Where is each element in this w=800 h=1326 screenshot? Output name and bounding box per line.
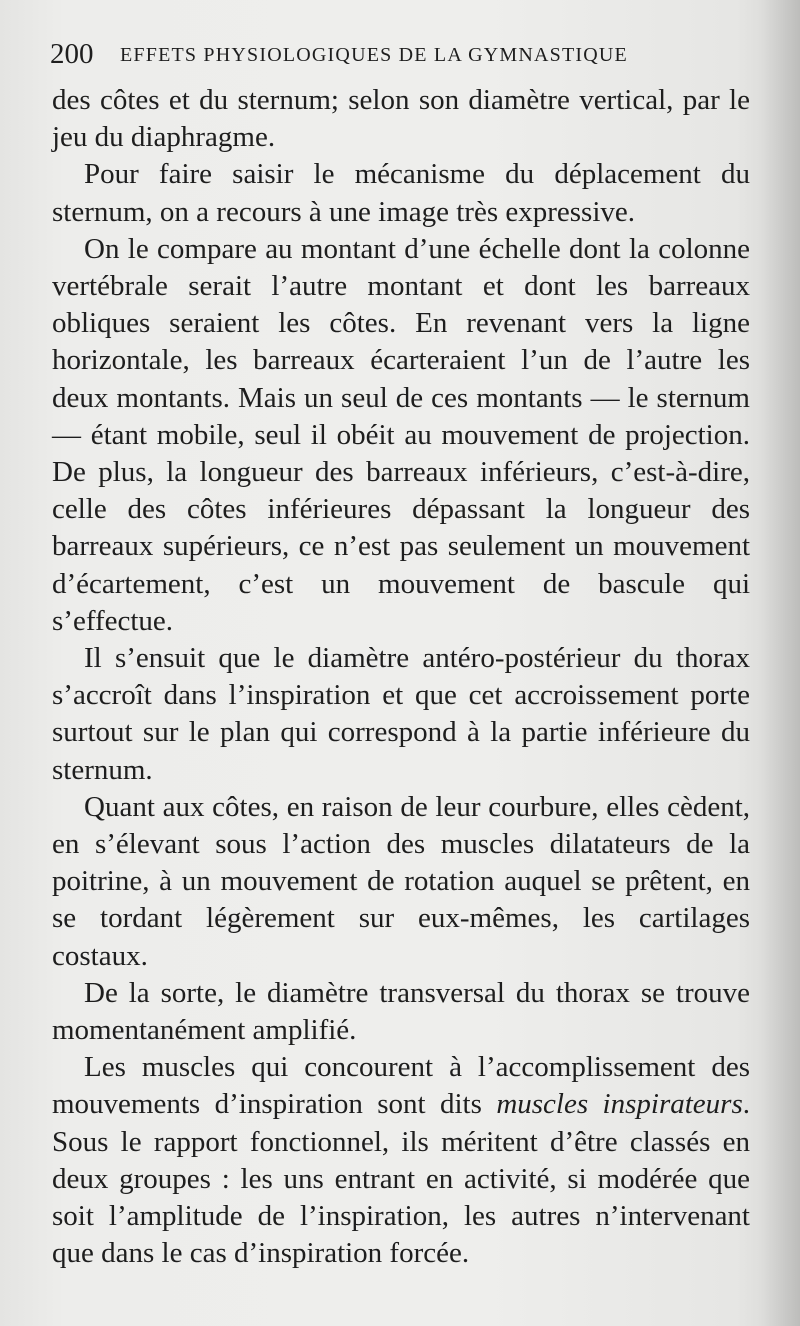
running-title: EFFETS PHYSIOLOGIQUES DE LA GYMNASTIQUE bbox=[120, 44, 628, 66]
paragraph: De la sorte, le diamètre transversal du thorax se trouve momentanément amplifié. bbox=[52, 976, 750, 1047]
paragraph: Pour faire saisir le mécanisme du déplacement du sternum, on a recours à une image très expressive. bbox=[52, 158, 750, 228]
paragraph: On le compare au montant d’une échelle dont la colonne vertébrale serait l’autre montant et dont les barreaux obliques seraient les côtes. En revenant vers la ligne horizontale, les barreaux écarteraient l’un de l’autre les deux montants. Mais un seul de ces montants — le sternum — étant mobile, seul il obéit au mouvement de projection. De plus, la longueur des barreaux inférieurs, c’est-à-dire, celle des côtes inférieures dépassant la longueur des barreaux supérieurs, ce n’est pas seulement un mouvement d’écartement, c’est un mouvement de bascule qui s’effectue. bbox=[52, 232, 750, 637]
paragraph: Il s’ensuit que le diamètre antéro-postérieur du thorax s’accroît dans l’inspiration et que cet accroissement porte surtout sur le plan qui correspond à la partie inférieure du sternum. bbox=[52, 642, 750, 786]
italic-term: muscles inspirateurs bbox=[496, 1088, 743, 1121]
paragraph: Quant aux côtes, en raison de leur courbure, elles cèdent, en s’élevant sous l’action des muscles dilatateurs de la poitrine, à un mouvement de rotation auquel se prêtent, en se tordant légèrement sur eux-mêmes, les cartilages costaux. bbox=[52, 790, 750, 972]
page-header bbox=[50, 36, 750, 72]
body-text bbox=[52, 82, 750, 1273]
page-edge-shadow bbox=[760, 0, 800, 1326]
page-number: 200 bbox=[50, 38, 94, 70]
paragraph-text-after: . Sous le rapport fonctionnel, ils méritent d’être classés en deux groupes : les uns entrant en activité, si modérée que soit l’amplitude de l’inspiration, les autres n’intervenant que dans le cas d’inspiration forcée. bbox=[52, 1088, 750, 1270]
paragraph-muscles-inspirateurs bbox=[52, 1049, 750, 1272]
paragraph-text-before: Les muscles qui concourent à l’accomplissement des mouvements d’inspiration sont dits bbox=[52, 1051, 750, 1121]
paragraph-continued: des côtes et du sternum; selon son diamètre vertical, par le jeu du diaphragme. bbox=[52, 84, 750, 154]
